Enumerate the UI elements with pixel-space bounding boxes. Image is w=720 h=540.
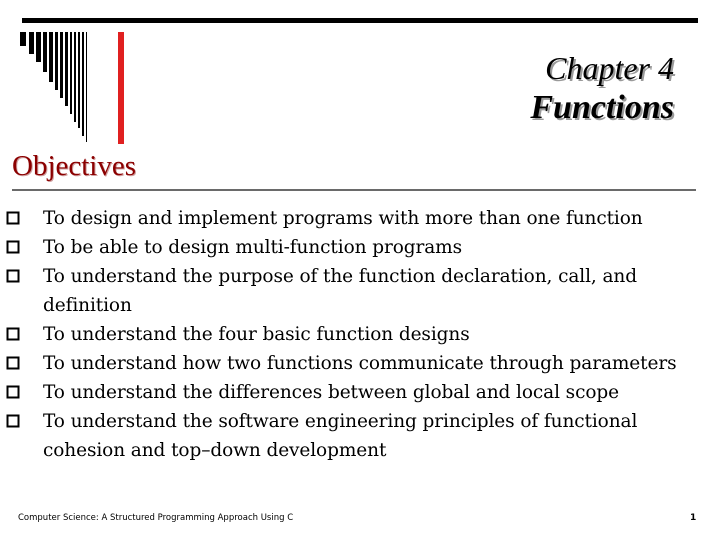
bullet-text: To be able to design multi-function programs [43, 237, 462, 258]
checkbox-bullet-icon [6, 356, 20, 370]
topic-title: Functions [530, 89, 674, 126]
page-number: 1 [690, 513, 697, 523]
checkbox-bullet-icon [6, 414, 20, 428]
checkbox-bullet-icon [6, 385, 20, 399]
footer-book-title: Computer Science: A Structured Programming Approach Using C [18, 513, 294, 523]
list-item [6, 378, 716, 407]
objectives-list [6, 204, 716, 465]
bullet-text: To understand the differences between global and local scope [43, 382, 619, 403]
checkbox-bullet-icon [6, 240, 20, 254]
list-item [6, 320, 716, 349]
slide-title [530, 48, 674, 128]
heading-underline [12, 189, 696, 191]
checkbox-bullet-icon [6, 269, 20, 283]
bullet-text: To design and implement programs with more than one function [43, 208, 643, 229]
barcode-decoration [20, 32, 140, 144]
bullet-text: To understand the purpose of the function declaration, call, and definition [43, 266, 637, 316]
objectives-heading: Objectives [12, 150, 137, 182]
list-item [6, 204, 716, 233]
list-item [6, 349, 716, 378]
bullet-text: To understand how two functions communicate through parameters [43, 353, 677, 374]
bullet-text: To understand the four basic function designs [43, 324, 470, 345]
checkbox-bullet-icon [6, 211, 20, 225]
bullet-text: To understand the software engineering principles of functional cohesion and top–down development [43, 411, 638, 461]
list-item [6, 262, 716, 320]
checkbox-bullet-icon [6, 327, 20, 341]
list-item [6, 233, 716, 262]
top-rule [22, 18, 698, 23]
list-item [6, 407, 716, 465]
chapter-title: Chapter 4 [545, 50, 674, 86]
